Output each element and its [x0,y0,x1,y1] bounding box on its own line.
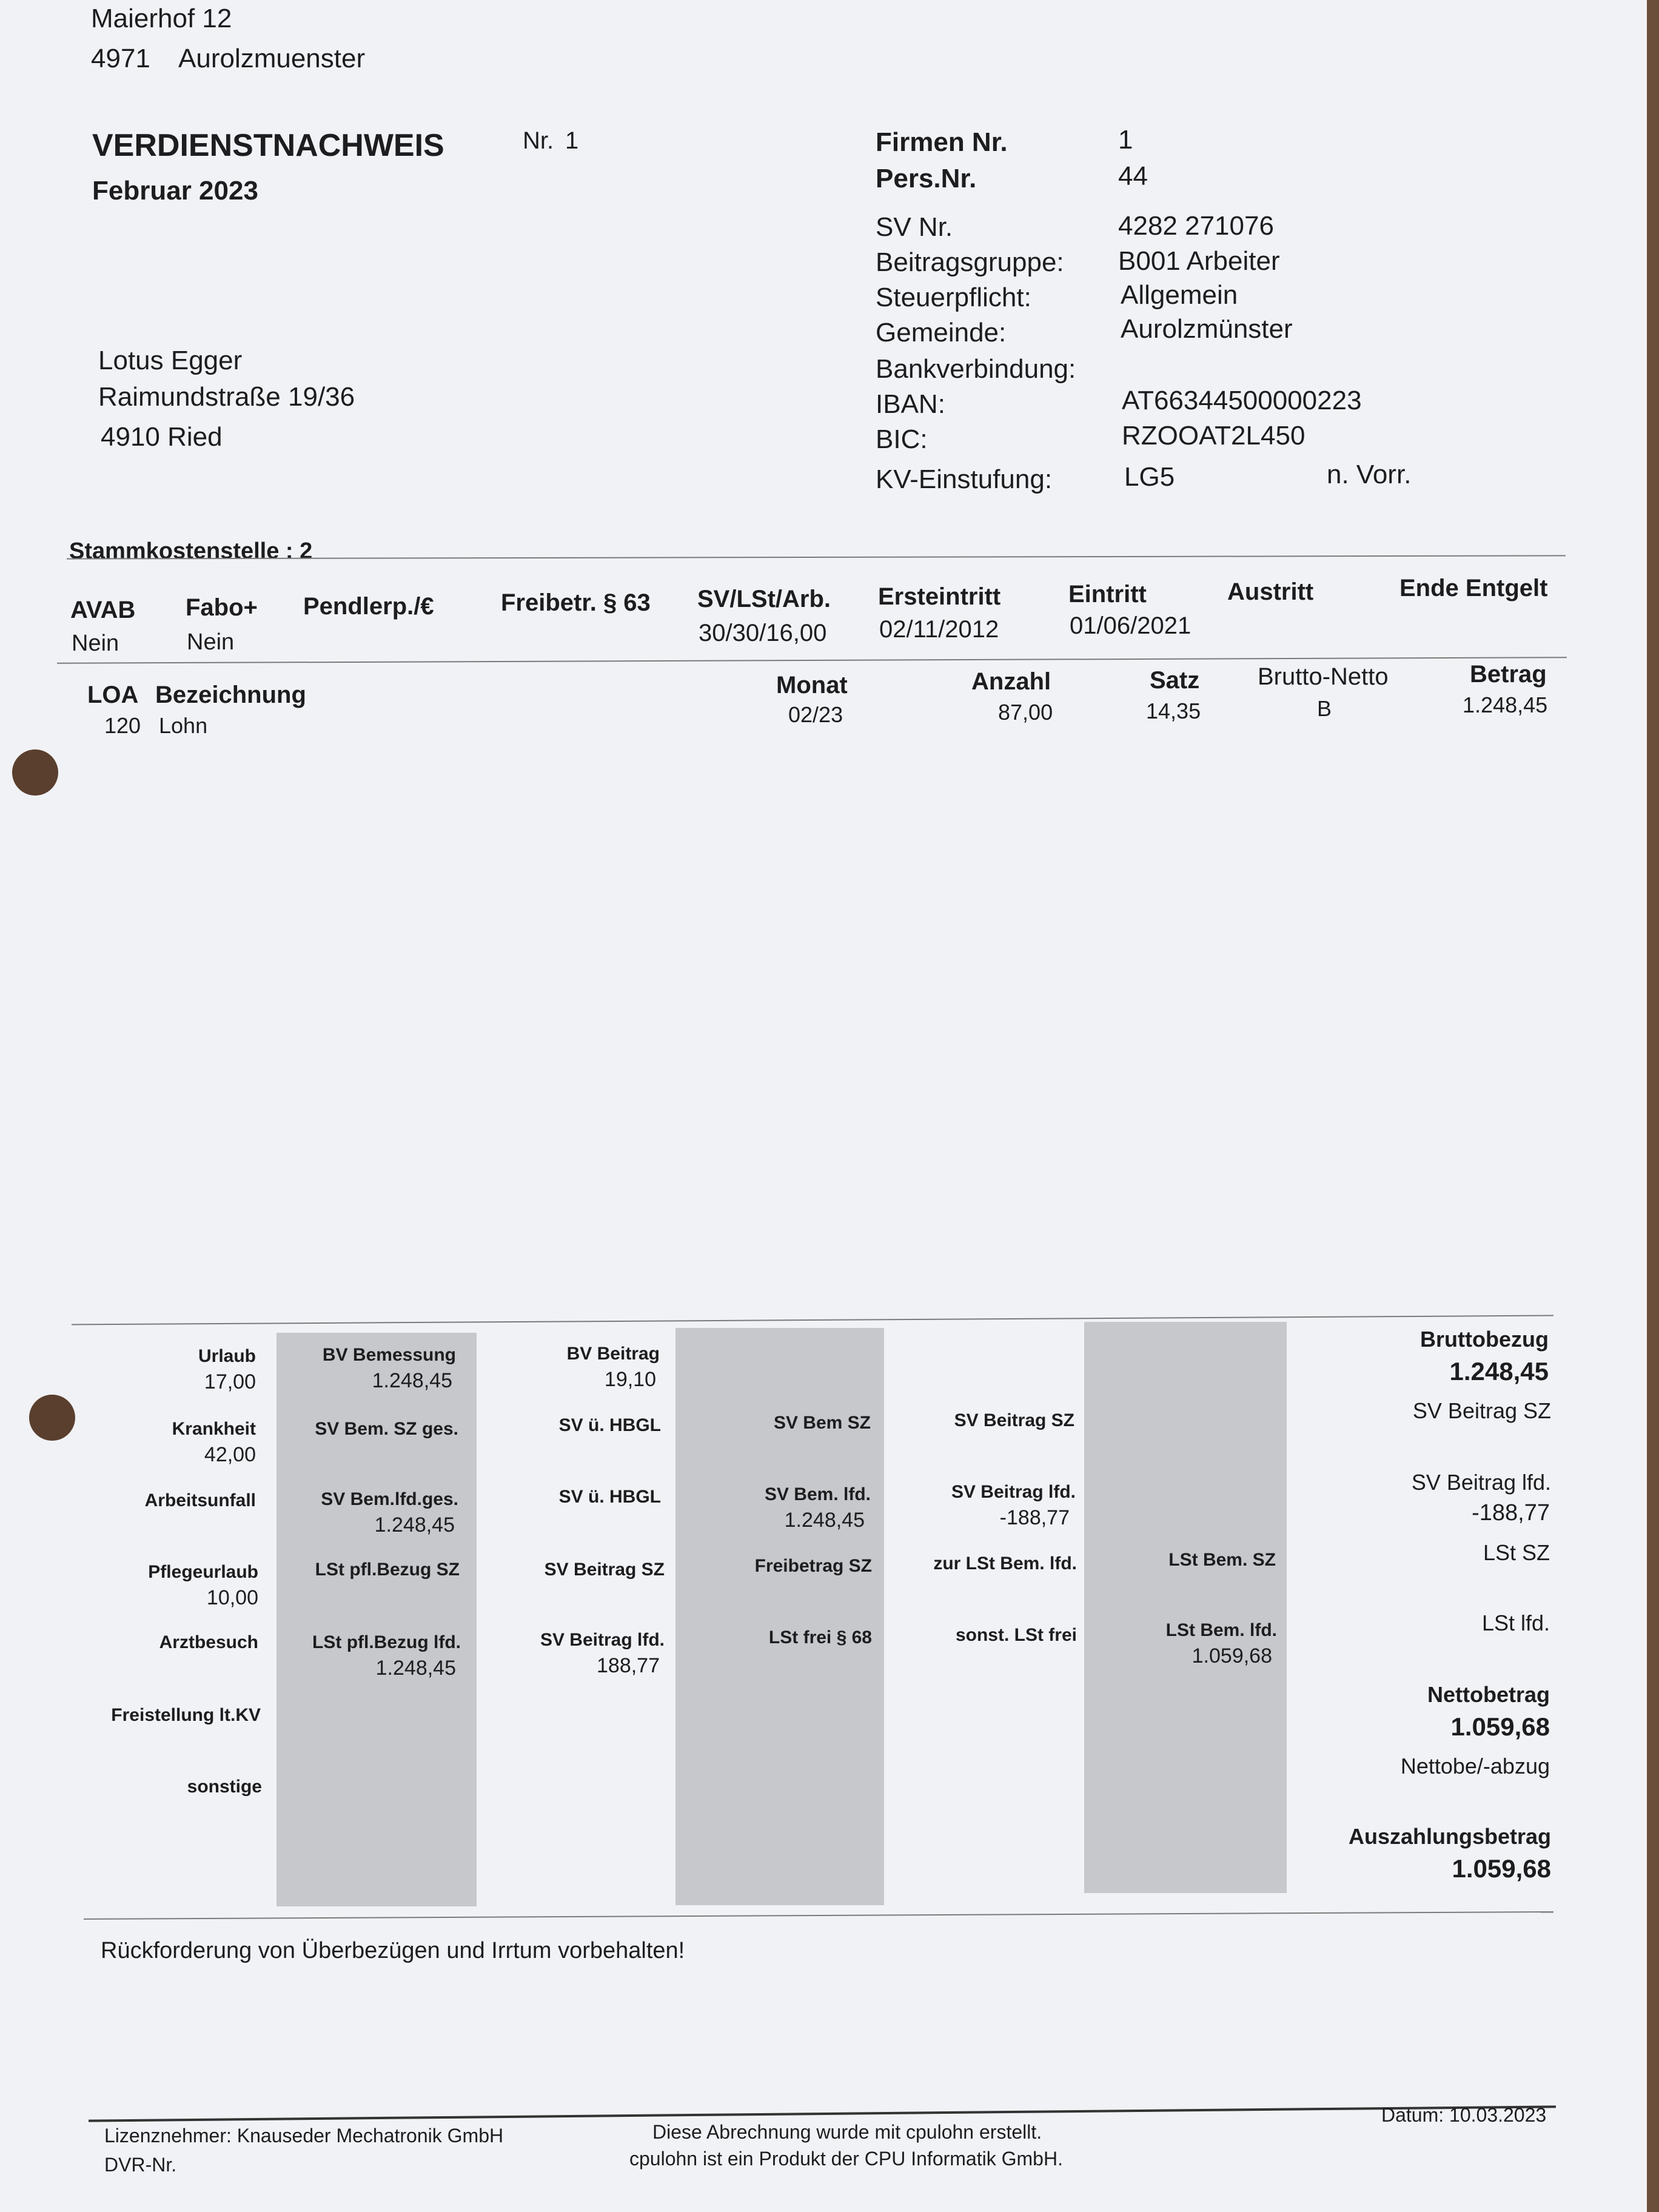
summary-value-lst-bem-lfd: 1.059,68 [1191,1644,1272,1667]
line-header-betrag: Betrag [1470,661,1547,688]
stammkostenstelle: Stammkostenstelle : 2 [69,538,313,564]
summary-label-pflegeurlaub: Pflegeurlaub [148,1562,258,1582]
footer-dvr: DVR-Nr. [104,2154,177,2176]
document-number: 1 [565,127,579,154]
employer-street: Maierhof 12 [91,4,232,33]
summary-label-zur-lst-bem-lfd: zur LSt Bem. lfd. [933,1553,1077,1574]
total-value-nettobetrag: 1.059,68 [1450,1712,1550,1741]
info-header-fabo: Fabo+ [186,594,258,621]
punch-hole-bottom [29,1395,75,1441]
employer-zip: 4971 [91,44,150,73]
shade-column-6 [1084,1322,1287,1893]
summary-label-krankheit: Krankheit [172,1419,256,1439]
steuerpflicht-label: Steuerpflicht: [876,283,1031,312]
info-header-freibetr: Freibetr. § 63 [501,589,651,616]
disclaimer: Rückforderung von Überbezügen und Irrtum vorbehalten! [101,1938,685,1963]
summary-label-arbeitsunfall: Arbeitsunfall [144,1490,256,1510]
info-value-fabo: Nein [187,629,235,655]
line-header-monat: Monat [776,672,848,699]
summary-label-urlaub: Urlaub [198,1346,256,1366]
line-item-anzahl: 87,00 [998,700,1053,725]
firmen-nr-label: Firmen Nr. [876,127,1008,157]
sv-nr: 4282 271076 [1118,211,1274,241]
line-header-brutto-netto: Brutto-Netto [1258,663,1389,690]
summary-label-sv-beitrag-lfd: SV Beitrag lfd. [540,1630,665,1650]
summary-label-lst-bem-sz: LSt Bem. SZ [1168,1550,1276,1570]
footer-created-line2: cpulohn ist ein Produkt der CPU Informatik GmbH. [629,2148,1063,2170]
line-item-bezeichnung: Lohn [159,713,208,738]
employee-name: Lotus Egger [98,346,243,375]
gemeinde: Aurolzmünster [1121,314,1293,344]
bic-label: BIC: [876,424,928,454]
total-value-sv-beitrag-lfd: -188,77 [1472,1500,1550,1526]
pers-nr-label: Pers.Nr. [876,164,977,193]
summary-label-sv-bem-lfd: SV Bem. lfd. [764,1484,871,1504]
summary-value-bv-beitrag: 19,10 [604,1368,656,1391]
total-label-nettobe-abzug: Nettobe/-abzug [1400,1754,1550,1778]
info-value-ersteintritt: 02/11/2012 [879,616,999,643]
info-header-eintritt: Eintritt [1068,581,1147,608]
pers-nr: 44 [1118,161,1148,191]
period: Februar 2023 [92,176,258,206]
firmen-nr: 1 [1118,125,1133,155]
info-value-avab: Nein [72,631,119,656]
summary-label-sv-beitrag-lfd-2: SV Beitrag lfd. [951,1482,1076,1502]
info-header-ende-entgelt: Ende Entgelt [1399,575,1548,602]
iban-label: IBAN: [876,389,945,419]
line-item-betrag: 1.248,45 [1463,692,1548,717]
total-label-nettobetrag: Nettobetrag [1427,1682,1550,1707]
sv-nr-label: SV Nr. [876,212,953,242]
total-label-auszahlungsbetrag: Auszahlungsbetrag [1348,1824,1551,1849]
summary-label-lst-pfl-bezug-sz: LSt pfl.Bezug SZ [315,1560,460,1580]
total-label-lst-lfd: LSt lfd. [1481,1610,1550,1635]
summary-value-sv-beitrag-lfd-2: -188,77 [999,1506,1070,1529]
summary-label-sv-beitrag-sz: SV Beitrag SZ [544,1560,665,1580]
punch-hole-top [12,749,58,796]
info-value-eintritt: 01/06/2021 [1070,612,1191,639]
line-item-loa: 120 [104,713,141,738]
summary-label-lst-bem-lfd: LSt Bem. lfd. [1165,1620,1277,1640]
summary-value-lst-pfl-bezug-lfd: 1.248,45 [375,1657,456,1680]
summary-value-sv-bem-lfd-ges: 1.248,45 [374,1513,455,1537]
summary-label-sv-beitrag-sz-2: SV Beitrag SZ [954,1410,1074,1430]
summary-label-sonstige: sonstige [187,1777,262,1797]
info-header-austritt: Austritt [1227,578,1314,605]
employer-city: Aurolzmuenster [178,44,366,73]
kv-label: KV-Einstufung: [876,464,1053,494]
kv-note: n. Vorr. [1327,460,1412,489]
footer-lizenz: Lizenznehmer: Knauseder Mechatronik GmbH [104,2125,504,2147]
line-item-monat: 02/23 [788,702,843,727]
line-item-satz: 14,35 [1146,699,1201,723]
number-label: Nr. [523,127,554,154]
total-label-lst-sz: LSt SZ [1483,1540,1550,1565]
summary-label-freistellung: Freistellung lt.KV [111,1705,261,1725]
total-label-bruttobezug: Bruttobezug [1420,1327,1549,1352]
summary-label-bv-bemessung: BV Bemessung [322,1345,456,1365]
line-header-anzahl: Anzahl [971,668,1051,695]
info-header-sv-lst-arb: SV/LSt/Arb. [697,586,831,612]
document-title: VERDIENSTNACHWEIS [92,128,444,163]
summary-value-krankheit: 42,00 [204,1443,256,1466]
total-label-sv-beitrag-sz: SV Beitrag SZ [1412,1398,1551,1423]
summary-label-sv-bem-sz: SV Bem SZ [773,1413,871,1433]
info-value-sv-lst-arb: 30/30/16,00 [699,620,827,646]
beitragsgruppe-label: Beitragsgruppe: [876,247,1064,277]
summary-label-freibetrag-sz: Freibetrag SZ [754,1556,872,1576]
info-header-ersteintritt: Ersteintritt [878,583,1001,610]
summary-value-sv-bem-lfd: 1.248,45 [784,1509,865,1532]
line-item-bn: B [1317,696,1332,721]
bankverbindung-label: Bankverbindung: [876,354,1076,384]
employee-street: Raimundstraße 19/36 [98,382,355,412]
total-value-auszahlungsbetrag: 1.059,68 [1452,1854,1551,1883]
iban: AT66344500000223 [1122,386,1362,415]
desk-edge [1647,0,1659,2212]
employee-city: 4910 Ried [101,422,223,452]
info-header-avab: AVAB [70,597,136,623]
summary-label-sv-bem-lfd-ges: SV Bem.lfd.ges. [321,1489,458,1509]
summary-label-sv-ue-hbgl-2: SV ü. HBGL [558,1487,661,1507]
summary-value-pflegeurlaub: 10,00 [206,1586,258,1609]
summary-value-bv-bemessung: 1.248,45 [372,1369,452,1392]
footer-datum: Datum: 10.03.2023 [1381,2104,1547,2126]
line-header-satz: Satz [1150,667,1200,694]
gemeinde-label: Gemeinde: [876,318,1007,347]
summary-label-sv-bem-sz-ges: SV Bem. SZ ges. [315,1419,458,1439]
summary-label-sv-ue-hbgl-1: SV ü. HBGL [558,1415,661,1435]
kv-einstufung: LG5 [1124,462,1175,492]
total-label-sv-beitrag-lfd: SV Beitrag lfd. [1411,1470,1551,1495]
bic: RZOOAT2L450 [1122,421,1305,451]
footer-created-line1: Diese Abrechnung wurde mit cpulohn erstellt. [652,2121,1042,2143]
summary-value-sv-beitrag-lfd: 188,77 [597,1654,660,1677]
summary-label-bv-beitrag: BV Beitrag [566,1344,660,1364]
summary-label-lst-pfl-bezug-lfd: LSt pfl.Bezug lfd. [312,1632,461,1652]
summary-label-sonst-lst-frei: sonst. LSt frei [955,1625,1077,1645]
summary-label-lst-frei-68: LSt frei § 68 [768,1627,872,1647]
line-header-loa: LOA [87,682,139,708]
info-header-pendlerp: Pendlerp./€ [303,593,434,620]
summary-value-urlaub: 17,00 [204,1370,256,1393]
steuerpflicht: Allgemein [1121,280,1238,310]
summary-label-arztbesuch: Arztbesuch [159,1632,258,1652]
beitragsgruppe: B001 Arbeiter [1118,246,1280,276]
total-value-bruttobezug: 1.248,45 [1449,1357,1549,1386]
line-header-bezeichnung: Bezeichnung [155,682,306,708]
